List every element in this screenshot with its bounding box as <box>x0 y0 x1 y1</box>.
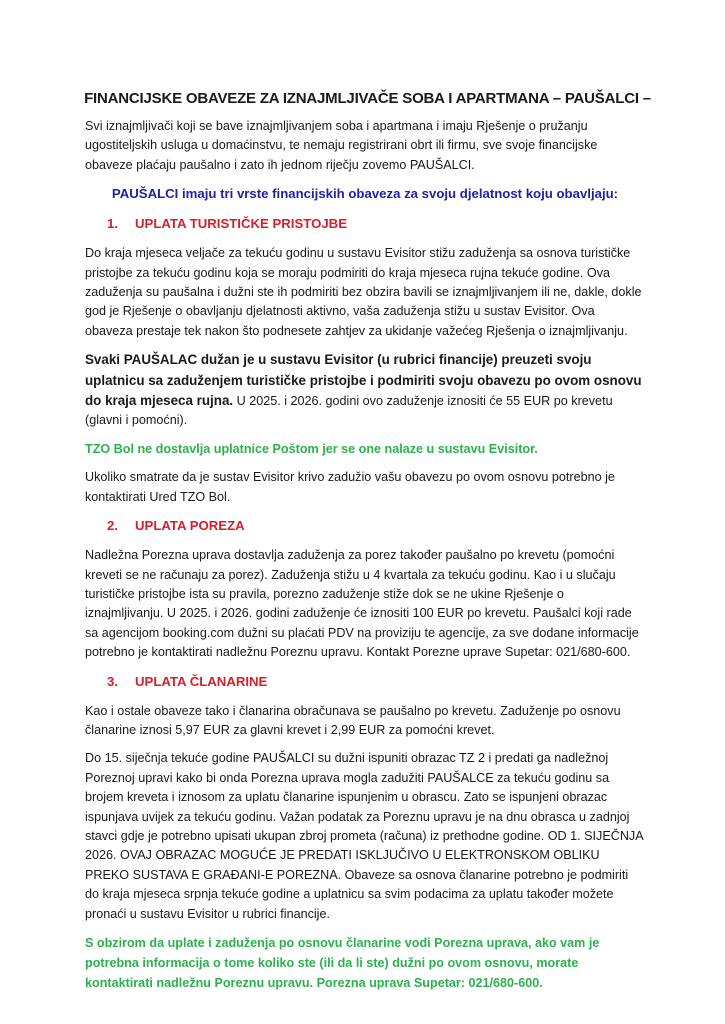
section-heading-membership <box>107 672 645 692</box>
section-title: UPLATA TURISTIČKE PRISTOJBE <box>135 216 347 232</box>
obligations-subheading: PAUŠALCI imaju tri vrste financijskih obaveza za svoju djelatnost koju obavljaju: <box>111 186 619 202</box>
membership-contact-notice: S obzirom da uplate i zaduženja po osnovu članarine vodi Porezna uprava, ako vam je potrebna informacija o tome koliko ste (ili da li ste) dužni po ovom osnovu, morate kontaktirati nadležnu Poreznu upravu. Porezna uprava Supetar: 021/680-600. <box>85 936 600 990</box>
section-number: 1. <box>107 216 118 232</box>
intro-paragraph: Svi iznajmljivači koji se bave iznajmljivanjem soba i apartmana i imaju Rješenje o pružanju ugostiteljskih usluga u domaćinstvu, te nemaju registrirani obrt ili firmu, sve svoje financijske obaveze plaćaju paušalno i zato ih jednom riječju zovemo PAUŠALCI. <box>85 119 598 172</box>
obligation-amount-text: U 2025. i 2026. godini ovo zaduženje iznositi će 55 EUR po krevetu (glavni i pomoćni). <box>85 394 613 428</box>
tourist-tax-paragraph: Do kraja mjeseca veljače za tekuću godinu u sustavu Evisitor stižu zaduženja sa osnova turističke pristojbe za tekuću godinu koja se moraju podmiriti do kraja mjeseca rujna tekuće godine. Ova zaduženja su paušalna i dužni ste ih podmiriti bez obzira bavili se iznajmljivanjem ili ne, dakle, dokle god je Rješenje o obavljanju djelatnosti aktivno, vaša zaduženja stižu u sustav Evisitor. Ova obaveza prestaje tek nakon što podnesete zahtjev za ukidanje važećeg Rješenja o iznajmljivanju. <box>85 246 642 338</box>
tourist-tax-obligation-paragraph <box>85 350 645 431</box>
membership-fee-paragraph: Kao i ostale obaveze tako i članarina obračunava se paušalno po krevetu. Zaduženje po osnovu članarine iznosi 5,97 EUR za glavni krevet i 2,99 EUR za pomoćni krevet. <box>85 703 621 737</box>
membership-form-paragraph: Do 15. siječnja tekuće godine PAUŠALCI su dužni ispuniti obrazac TZ 2 i predati ga nadležnoj Poreznoj upravi kako bi onda Porezna uprava mogla zadužiti PAUŠALCE za tekuću godinu sa brojem kreveta i iznosom za uplatu članarine ispunjenim u obrascu. Zato se ispunjeni obrazac ispunjava uvijek za tekuću godinu. Važan podatak za Poreznu upravu je na dnu obrasca u zadnjoj stavci gdje je potrebno upisati ukupan zbroj prometa (računa) iz prethodne godine. OD 1. SIJEČNJA 2026. OVAJ OBRAZAC MOGUĆE JE PREDATI ISKLJUČIVO U ELEKTRONSKOM OBLIKU PREKO SUSTAVA E GRAĐANI-E POREZNA. Obaveze sa osnova članarine potrebno je podmiriti do kraja mjeseca srpnja tekuće godine a uplatnicu sa svim podacima za uplatu također možete pronaći u sustavu Evisitor u rubrici financije. <box>85 751 643 921</box>
section-number: 2. <box>107 518 118 534</box>
section-heading-tax <box>107 516 645 536</box>
obligation-bold-text: Svaki PAUŠALAC dužan je u sustavu Evisitor (u rubrici financije) preuzeti svoju uplatnicu sa zaduženjem turističke pristojbe i podmiriti svoju obavezu po ovom osnovu do kraja mjeseca rujna. <box>85 352 642 409</box>
document-title: FINANCIJSKE OBAVEZE ZA IZNAJMLJIVAČE SOBA I APARTMANA – PAUŠALCI – <box>84 90 651 107</box>
tzo-notice: TZO Bol ne dostavlja uplatnice Poštom jer se one nalaze u sustavu Evisitor. <box>85 441 538 456</box>
section-heading-tourist-tax <box>107 214 645 234</box>
section-title: UPLATA POREZA <box>135 518 245 534</box>
section-title: UPLATA ČLANARINE <box>135 673 268 689</box>
tourist-tax-contact-paragraph: Ukoliko smatrate da je sustav Evisitor krivo zadužio vašu obavezu po ovom osnovu potrebno je kontaktirati Ured TZO Bol. <box>85 470 615 504</box>
document-page <box>84 90 651 1002</box>
section-number: 3. <box>107 673 118 689</box>
tax-paragraph: Nadležna Porezna uprava dostavlja zaduženja za porez također paušalno po krevetu (pomoćni kreveti se ne računaju za porez). Zaduženja stižu u 4 kvartala za tekuću godinu. Kao i u slučaju turističke pristojbe ista su pravila, porezno zaduženje stiže dok se ne ukine Rješenje o iznajmljivanju. U 2025. i 2026. godini zaduženje će iznositi 100 EUR po krevetu. Paušalci koji rade sa agencijom booking.com dužni su plaćati PDV na proviziju te agencije, za sve dodane informacije potrebno je kontaktirati nadležnu Poreznu upravu. Kontakt Porezne uprave Supetar: 021/680-600. <box>85 548 639 660</box>
